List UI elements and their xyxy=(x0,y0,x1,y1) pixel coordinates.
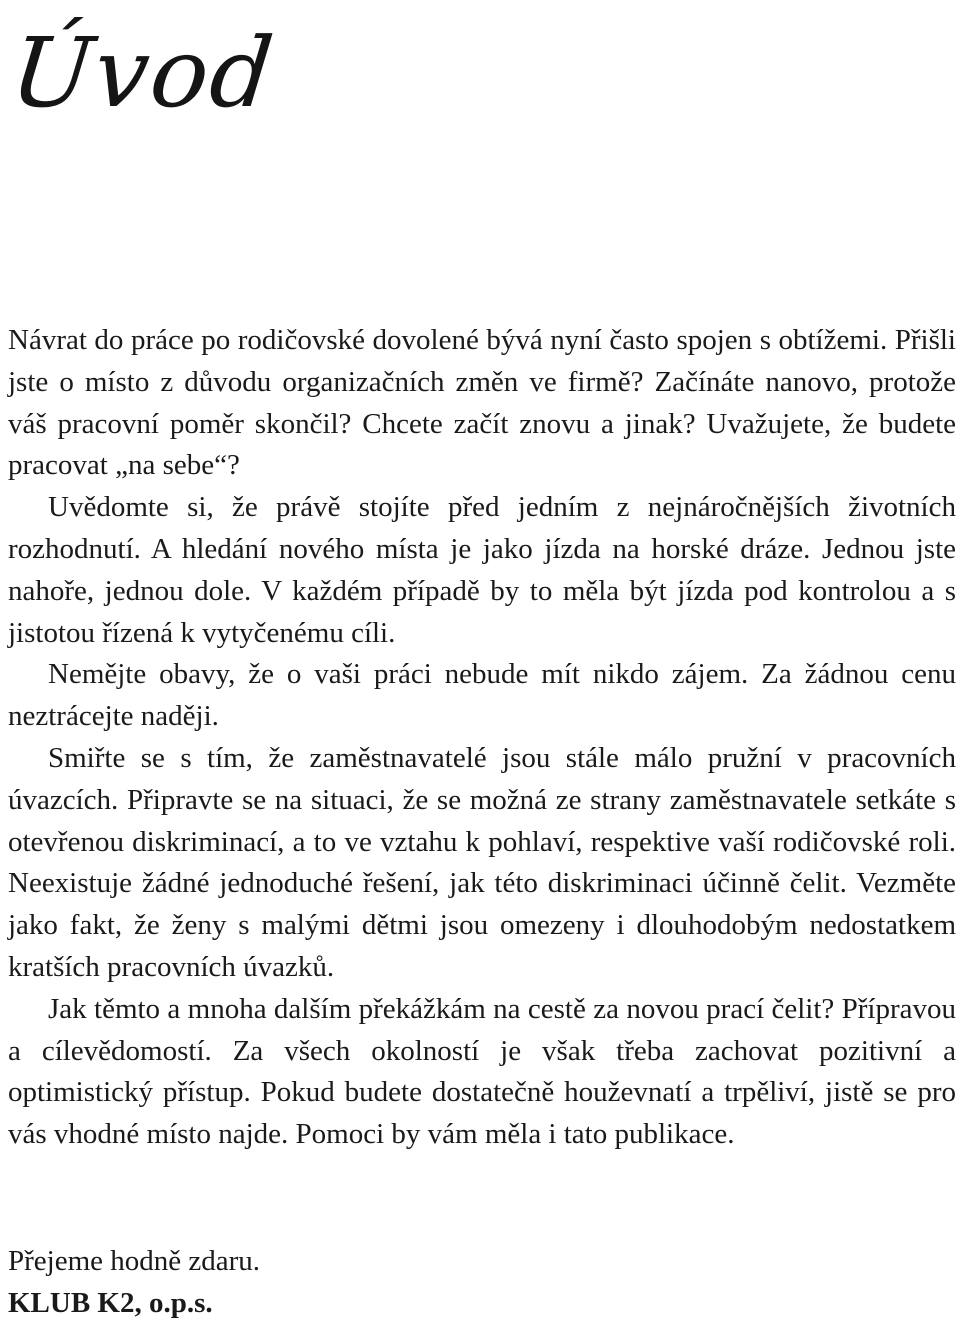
closing-text: Přejeme hodně zdaru. xyxy=(8,1245,261,1277)
paragraph-intro: Návrat do práce po rodičovské dovolené bývá nyní často spojen s obtížemi. Přišli jste o místo z důvodu organizačních změn ve firmě? Začínáte nanovo, protože váš pracovní poměr skončil? Chcete začít znovu a jinak? Uvažujete, že budete pracovat „na sebe“? xyxy=(8,324,956,482)
organization-name: KLUB K2, o.p.s. xyxy=(8,1287,213,1319)
page-title: Úvod xyxy=(5,17,281,129)
signature-block xyxy=(8,1240,956,1324)
paragraph-preparation: Jak těmto a mnoha dalším překážkám na cestě za novou prací čelit? Přípravou a cílevědomostí. Za všech okolností je však třeba zachovat pozitivní a optimistický přístup. Pokud budete dostatečně houževnatí a trpěliví, jistě se pro vás vhodné místo najde. Pomoci by vám měla i tato publikace. xyxy=(8,992,956,1151)
body-text xyxy=(8,320,956,1156)
paragraph-employers: Smiřte se s tím, že zaměstnavatelé jsou stále málo pružní v pracovních úvazcích. Připravte se na situaci, že se možná ze strany zaměstnavatele setkáte s otevřenou diskriminací, a to ve vztahu k pohlaví, respektive vaší rodičovské roli. Neexistuje žádné jednoduché řešení, jak této diskriminaci účinně čelit. Vezměte jako fakt, že ženy s malými dětmi jsou omezeny i dlouhodobým nedostatkem kratších pracovních úvazků. xyxy=(8,741,956,983)
paragraph-decision: Uvědomte si, že právě stojíte před jedním z nejnáročnějších životních rozhodnutí. A hledání nového místa je jako jízda na horské dráze. Jednou jste nahoře, jednou dole. V každém případě by to měla být jízda pod kontrolou a s jistotou řízená k vytyčenému cíli. xyxy=(8,491,956,649)
paragraph-hope: Nemějte obavy, že o vaši práci nebude mít nikdo zájem. Za žádnou cenu neztrácejte naději. xyxy=(8,658,956,733)
